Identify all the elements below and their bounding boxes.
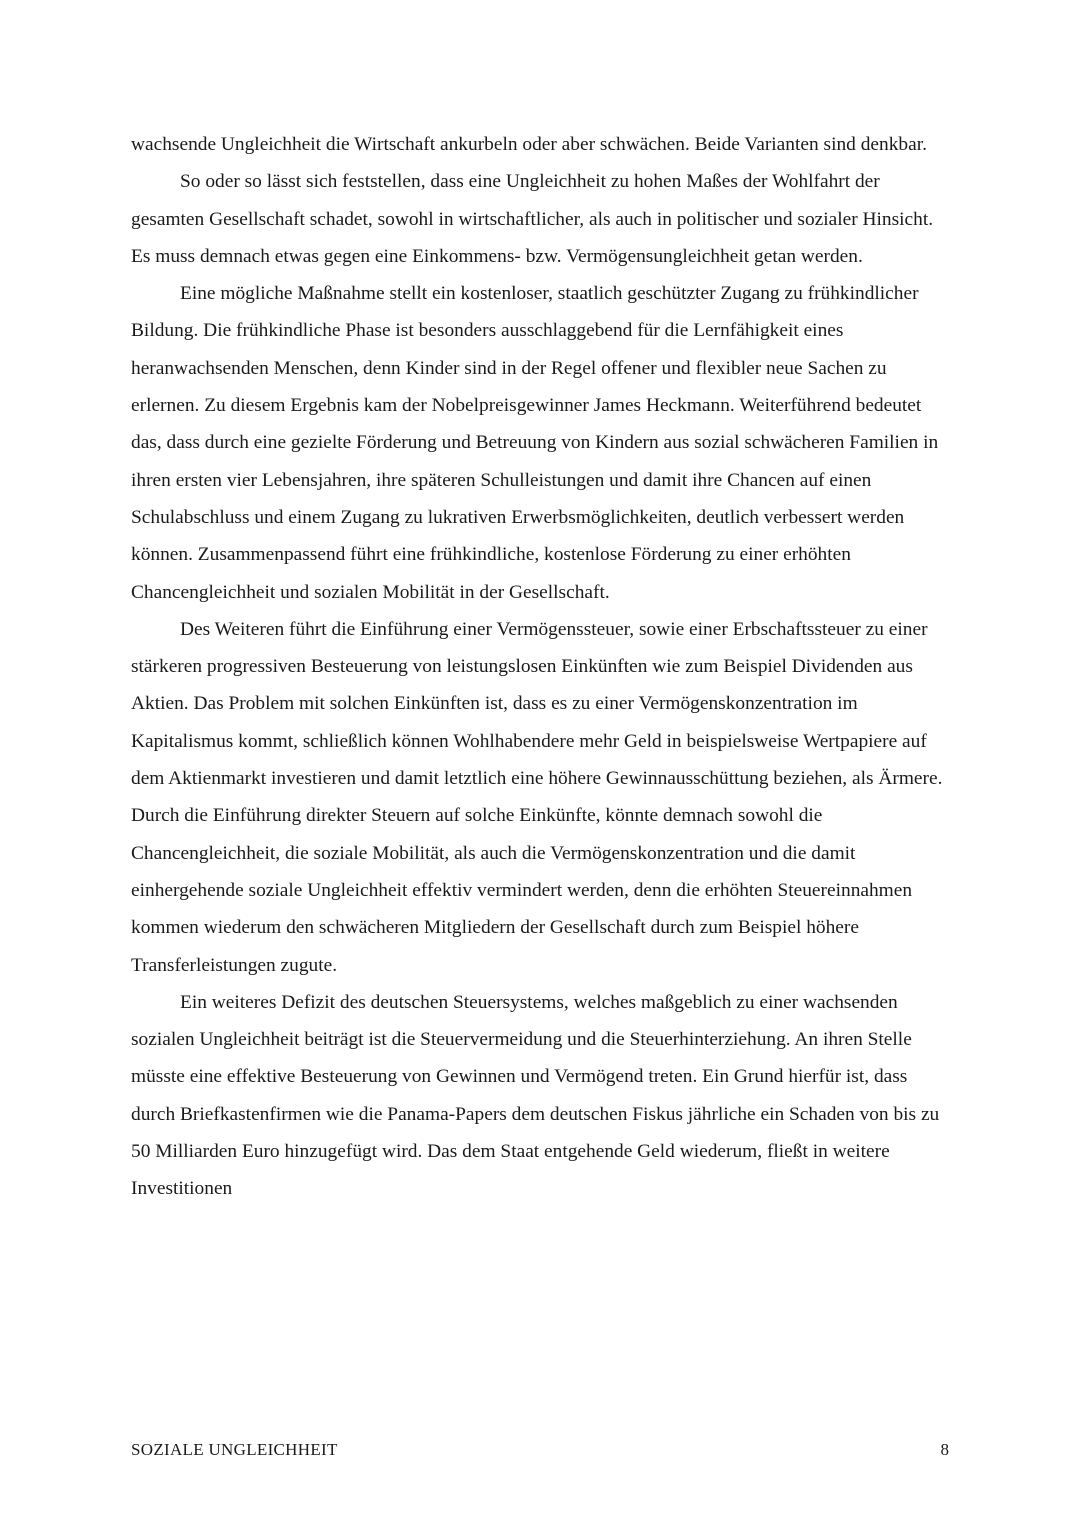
paragraph-early-education: Eine mögliche Maßnahme stellt ein kostenloser, staatlich geschützter Zugang zu frühkindlicher Bildung. Die frühkindliche Phase ist besonders ausschlaggebend für die Lernfähigkeit eines heranwachsenden Menschen, denn Kinder sind in der Regel offener und flexibler neue Sachen zu erlernen. Zu diesem Ergebnis kam der Nobelpreisgewinner James Heckmann. Weiterführend bedeutet das, dass durch eine gezielte Förderung und Betreuung von Kindern aus sozial schwächeren Familien in ihren ersten vier Lebensjahren, ihre späteren Schulleistungen und damit ihre Chancen auf einen Schulabschluss und einem Zugang zu lukrativen Erwerbsmöglichkeiten, deutlich verbessert werden können. Zusammenpassend führt eine frühkindliche, kostenlose Förderung zu einer erhöhten Chancengleichheit und sozialen Mobilität in der Gesellschaft. <box>131 283 939 603</box>
paragraph-tax-avoidance: Ein weiteres Defizit des deutschen Steuersystems, welches maßgeblich zu einer wachsenden sozialen Ungleichheit beiträgt ist die Steuervermeidung und die Steuerhinterziehung. An ihren Stelle müsste eine effektive Besteuerung von Gewinnen und Vermögend treten. Ein Grund hierfür ist, dass durch Briefkastenfirmen wie die Panama-Papers dem deutschen Fiskus jährliche ein Schaden von bis zu 50 Milliarden Euro hinzugefügt wird. Das dem Staat entgehende Geld wiederum, fließt in weitere Investitionen <box>131 991 940 1200</box>
paragraph-wealth-tax: Des Weiteren führt die Einführung einer Vermögenssteuer, sowie einer Erbschaftssteuer zu einer stärkeren progressiven Besteuerung von leistungslosen Einkünften wie zum Beispiel Dividenden aus Aktien. Das Problem mit solchen Einkünften ist, dass es zu einer Vermögenskonzentration im Kapitalismus kommt, schließlich können Wohlhabendere mehr Geld in beispielsweise Wertpapiere auf dem Aktienmarkt investieren und damit letztlich eine höhere Gewinnausschüttung beziehen, als Ärmere. Durch die Einführung direkter Steuern auf solche Einkünfte, könnte demnach sowohl die Chancengleichheit, die soziale Mobilität, als auch die Vermögenskonzentration und die damit einhergehende soziale Ungleichheit effektiv vermindert werden, denn die erhöhten Steuereinnahmen kommen wiederum den schwächeren Mitgliedern der Gesellschaft durch zum Beispiel höhere Transferleistungen zugute. <box>131 618 943 976</box>
page-number: 8 <box>940 1440 949 1459</box>
paragraph-inequality-harm: So oder so lässt sich feststellen, dass eine Ungleichheit zu hohen Maßes der Wohlfahrt der gesamten Gesellschaft schadet, sowohl in wirtschaftlicher, als auch in politischer und sozialer Hinsicht. Es muss demnach etwas gegen eine Einkommens- bzw. Vermögensungleichheit getan werden. <box>131 171 934 267</box>
body-text <box>131 126 953 1208</box>
page-footer <box>131 1440 949 1460</box>
paragraph-continuation: wachsende Ungleichheit die Wirtschaft ankurbeln oder aber schwächen. Beide Varianten sind denkbar. <box>131 134 927 155</box>
running-head: SOZIALE UNGLEICHHEIT <box>131 1440 338 1459</box>
